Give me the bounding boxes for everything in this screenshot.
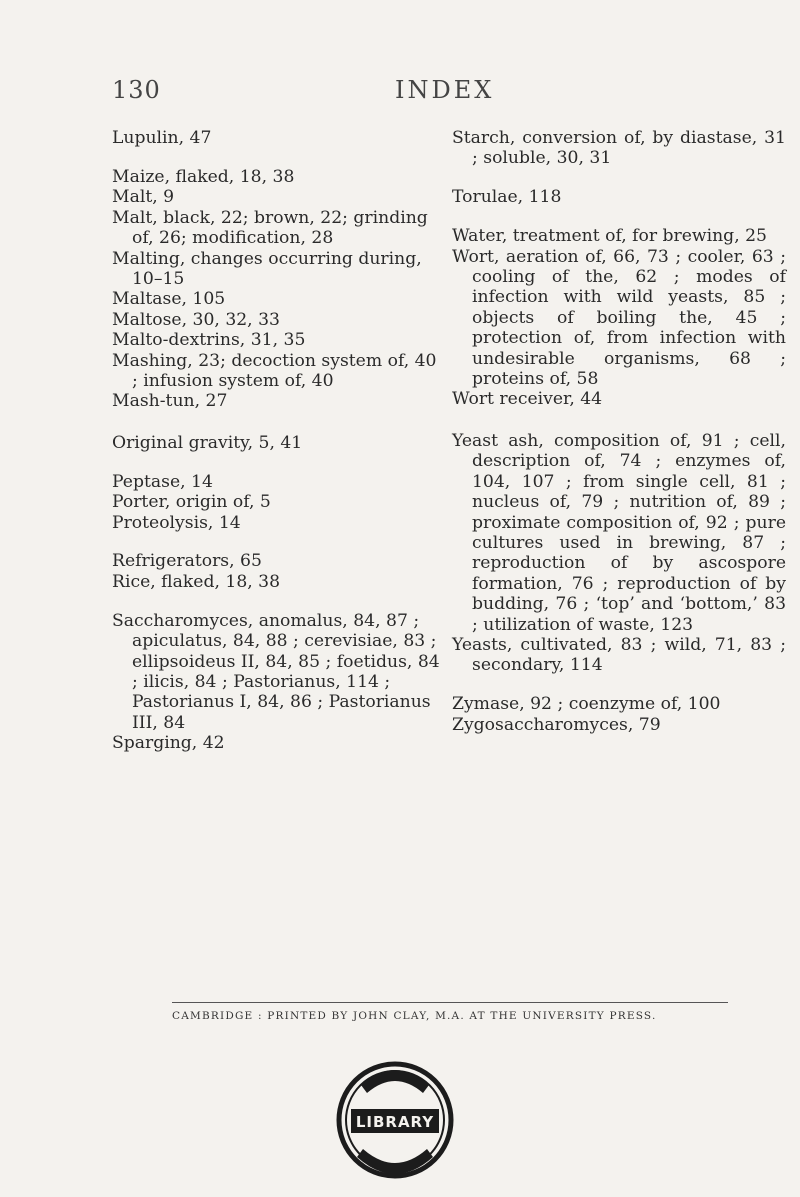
index-entry: Torulae, 118 (452, 187, 562, 208)
index-entry: Sparging, 42 (112, 733, 225, 754)
index-entry: Malto-dextrins, 31, 35 (112, 330, 306, 351)
page-header (0, 70, 800, 110)
letter-group-gap (112, 533, 442, 552)
index-entry: Wort receiver, 44 (452, 389, 603, 410)
index-entry: Malting, changes occurring during, 10–15 (112, 248, 422, 289)
index-entry: Original gravity, 5, 41 (112, 432, 303, 453)
index-entry: Wort, aeration of, 66, 73 ; cooler, 63 ; cooling of the, 62 ; modes of infection with wild yeasts, 85 ; objects of boiling the, 45 ; protection of, from infection with undesirable organisms, 68 ; proteins of, 58 (452, 246, 786, 390)
index-entry: Maltase, 105 (112, 289, 226, 310)
index-entry: Saccharomyces, anomalus, 84, 87 ; apiculatus, 84, 88 ; cerevisiae, 83 ; ellipsoideus II, 84, 85 ; foetidus, 84 ; ilicis, 84 ; Pastorianus, 114 ; Pastorianus I, 84, 86 ; Pastorianus III, 84 (112, 610, 440, 733)
index-entry: Maltose, 30, 32, 33 (112, 309, 280, 330)
library-stamp (333, 1045, 457, 1195)
running-head: INDEX (395, 76, 495, 104)
letter-group-gap (112, 592, 442, 611)
letter-group-gap (452, 169, 786, 188)
index-entry: Zymase, 92 ; coenzyme of, 100 (452, 694, 721, 715)
index-column-right (452, 128, 786, 735)
index-entry: Rice, flaked, 18, 38 (112, 571, 281, 592)
footer-rule (172, 1002, 728, 1003)
stamp-label: LIBRARY (355, 1113, 435, 1131)
page-number: 130 (112, 76, 161, 104)
index-entry: Yeasts, cultivated, 83 ; wild, 71, 83 ; secondary, 114 (452, 634, 786, 676)
index-entry: Refrigerators, 65 (112, 551, 262, 572)
index-entry: Proteolysis, 14 (112, 512, 241, 533)
letter-group-gap (112, 412, 442, 433)
index-entry: Malt, 9 (112, 187, 175, 208)
letter-group-gap (452, 410, 786, 431)
letter-group-gap (112, 453, 442, 472)
printer-imprint: CAMBRIDGE : PRINTED BY JOHN CLAY, M.A. AT THE UNIVERSITY PRESS. (172, 1010, 657, 1022)
index-entry: Yeast ash, composition of, 91 ; cell, description of, 74 ; enzymes of, 104, 107 ; from single cell, 81 ; nucleus of, 79 ; nutrition of, 89 ; proximate composition of, 92 ; pure cultures used in brewing, 87 ; reproduction of by ascospore formation, 76 ; reproduction of by budding, 76 ; ‘top’ and ‘bottom,’ 83 ; utilization of waste, 123 (452, 430, 786, 635)
index-entry: Lupulin, 47 (112, 128, 212, 148)
index-entry: Zygosaccharomyces, 79 (452, 714, 661, 735)
letter-group-gap (452, 208, 786, 227)
letter-group-gap (452, 676, 786, 695)
index-entry: Peptase, 14 (112, 471, 213, 492)
index-entry: Malt, black, 22; brown, 22; grinding of, 26; modification, 28 (112, 207, 428, 249)
index-entry: Water, treatment of, for brewing, 25 (452, 226, 767, 247)
letter-group-gap (112, 148, 442, 167)
index-entry: Mashing, 23; decoction system of, 40 ; infusion system of, 40 (112, 350, 437, 391)
index-entry: Porter, origin of, 5 (112, 492, 271, 513)
index-entry: Mash-tun, 27 (112, 391, 228, 412)
index-entry: Starch, conversion of, by diastase, 31 ; soluble, 30, 31 (452, 128, 786, 169)
index-entry: Maize, flaked, 18, 38 (112, 166, 295, 187)
index-column-left (112, 128, 442, 754)
stamp-top-band (361, 1070, 429, 1093)
